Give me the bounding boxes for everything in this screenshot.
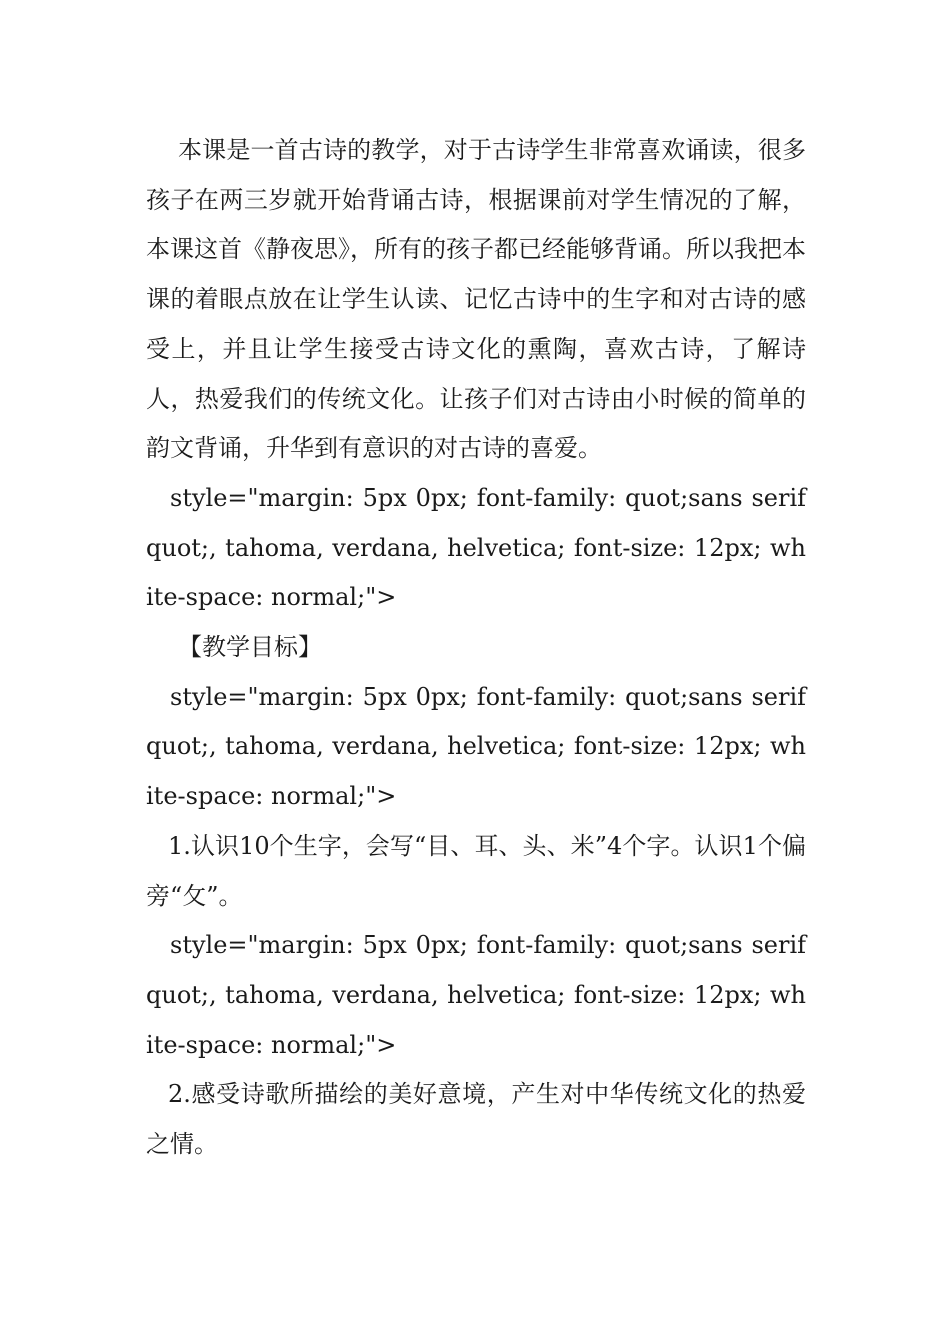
intro-paragraph: 本课是一首古诗的教学，对于古诗学生非常喜欢诵读，很多孩子在两三岁就开始背诵古诗，根据课前对学生情况的了解，本课这首《静夜思》，所有的孩子都已经能够背诵。所以我把本课的着眼点放在让学生认读、记忆古诗中的生字和对古诗的感受上，并且让学生接受古诗文化的熏陶，喜欢古诗，了解诗人，热爱我们的传统文化。让孩子们对古诗由小时候的简单的韵文背诵，升华到有意识的对古诗的喜爱。 <box>146 136 806 463</box>
style-code-fragment: style="margin: 5px 0px; font-family: quot;sans serifquot;, tahoma, verdana, helvetica; font-size: 12px; white-space: normal;"> <box>146 682 806 811</box>
goal-item-2: 2.感受诗歌所描绘的美好意境，产生对中华传统文化的热爱之情。 <box>146 1080 806 1159</box>
style-code-fragment: style="margin: 5px 0px; font-family: quot;sans serifquot;, tahoma, verdana, helvetica; font-size: 12px; white-space: normal;"> <box>146 483 806 612</box>
section-heading-teaching-goals: 【教学目标】 <box>178 633 322 662</box>
style-code-fragment: style="margin: 5px 0px; font-family: quot;sans serifquot;, tahoma, verdana, helvetica; font-size: 12px; white-space: normal;"> <box>146 931 806 1059</box>
goal-item-1: 1.认识10个生字，会写“目、耳、头、米”4个字。认识1个偏旁“攵”。 <box>146 831 806 910</box>
document-body <box>146 126 806 1170</box>
